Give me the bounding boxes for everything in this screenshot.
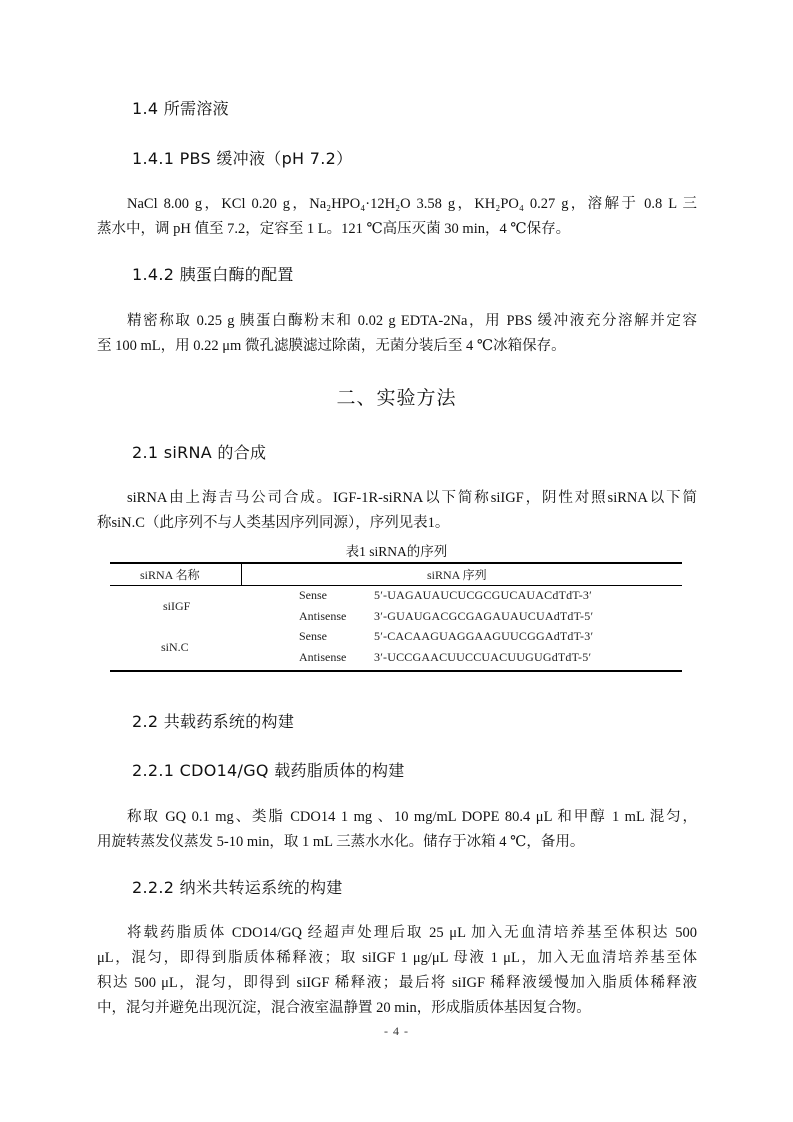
page-number: - 4 - [384,1024,409,1038]
heading-1-4: 1.4 所需溶液 [132,99,229,118]
table-top-rule [110,562,682,564]
table-cell-strand: Antisense [299,650,347,664]
table-header-divider [241,563,242,585]
table-header-sequence: siRNA 序列 [427,568,487,582]
heading-2-2: 2.2 共载药系统的构建 [132,712,295,731]
para-liposome-line-2: 用旋转蒸发仪蒸发 5-10 min，取 1 mL 三蒸水水化。储存于冰箱 4 ℃，备用。 [97,834,585,850]
heading-1-4-2: 1.4.2 胰蛋白酶的配置 [132,265,294,284]
table-cell-sequence: 5′-UAGAUAUCUCGCGUCAUACdTdT-3′ [374,588,592,602]
para-codelivery-line-3: 积达 500 μL，混匀，即得到 siIGF 稀释液；最后将 siIGF 稀释液缓慢加入脂质体稀释液 [97,975,697,991]
para-trypsin-line-2: 至 100 mL，用 0.22 μm 微孔滤膜滤过除菌，无菌分装后至 4 ℃冰箱保存。 [97,338,566,354]
para-codelivery-line-2: μL，混匀，即得到脂质体稀释液；取 siIGF 1 μg/μL 母液 1 μL，加入无血清培养基至体 [97,950,697,966]
para-codelivery-line-4: 中，混匀并避免出现沉淀，混合液室温静置 20 min，形成脂质体基因复合物。 [97,1000,591,1016]
table-header-rule [110,585,682,586]
para-pbs-line-2: 蒸水中，调 pH 值至 7.2，定容至 1 L。121 ℃高压灭菌 30 min，4 ℃保存。 [97,221,571,237]
table-cell-sequence: 5′-CACAAGUAGGAAGUUCGGAdTdT-3′ [374,629,594,643]
table-row-name: siIGF [163,599,191,613]
table-cell-strand: Sense [299,629,327,643]
heading-1-4-1: 1.4.1 PBS 缓冲液（pH 7.2） [132,149,353,168]
table-cell-strand: Antisense [299,609,347,623]
heading-2-2-1: 2.2.1 CDO14/GQ 载药脂质体的构建 [132,761,405,780]
table-cell-strand: Sense [299,588,327,602]
table-caption: 表1 siRNA的序列 [345,544,448,559]
table-bottom-rule [110,670,682,672]
table-cell-sequence: 3′-GUAUGACGCGAGAUAUCUAdTdT-5′ [374,609,594,623]
para-liposome-line-1: 称取 GQ 0.1 mg、类脂 CDO14 1 mg 、10 mg/mL DOPE 80.4 μL 和甲醇 1 mL 混匀， [127,809,697,825]
para-pbs-line-1: NaCl 8.00 g，KCl 0.20 g，Na₂HPO₄·12H₂O 3.58 g，KH₂PO₄ 0.27 g，溶解于 0.8 L 三 [127,196,697,212]
para-sirna-line-2: 称siN.C（此序列不与人类基因序列同源），序列见表1。 [97,515,450,531]
heading-2-1: 2.1 siRNA 的合成 [132,443,267,462]
para-codelivery-line-1: 将载药脂质体 CDO14/GQ 经超声处理后取 25 μL 加入无血清培养基至体积达 500 [127,925,697,941]
para-trypsin-line-1: 精密称取 0.25 g 胰蛋白酶粉末和 0.02 g EDTA-2Na，用 PBS 缓冲液充分溶解并定容 [127,313,697,329]
table-header-name: siRNA 名称 [140,568,200,582]
table-row-name: siN.C [161,640,189,654]
table-cell-sequence: 3′-UCCGAACUUCCUACUUGUGdTdT-5′ [374,650,592,664]
heading-2-2-2: 2.2.2 纳米共转运系统的构建 [132,878,343,897]
para-sirna-line-1: siRNA由上海吉马公司合成。IGF-1R-siRNA以下简称siIGF，阴性对照siRNA以下简 [127,490,697,506]
chapter-heading: 二、实验方法 [336,387,457,409]
